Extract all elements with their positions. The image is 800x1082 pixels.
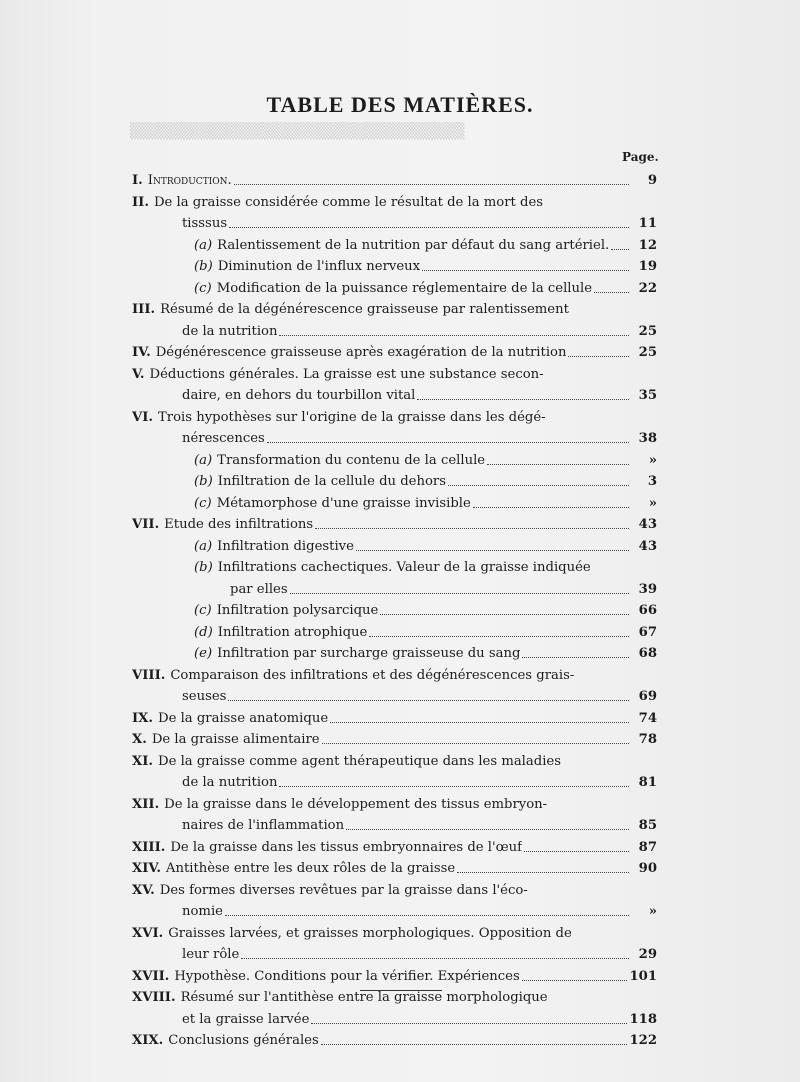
toc-entry-label [182,944,239,966]
toc-entry-text: Conclusions générales [168,1033,319,1048]
toc-entry-label [132,192,543,214]
dot-leader [234,184,629,185]
toc-entry-label [182,321,277,343]
toc-entry [132,428,657,450]
toc-entry-label [132,170,232,192]
toc-entry [132,364,657,386]
toc-entry-label [194,450,485,472]
toc-entry [132,342,657,364]
dot-leader [241,958,629,959]
toc-page-number: 74 [638,710,657,726]
toc-entry-label [194,278,592,300]
toc-entry-label [182,213,227,235]
toc-entry-text: Infiltration atrophique [217,624,368,640]
toc-entry-number: III. [132,302,156,317]
toc-entry-text: par elles [230,581,288,597]
table-of-contents [132,170,657,1052]
toc-entry-text: Modification de la puissance réglementaire de la cellule [216,280,593,296]
toc-entry-label [132,794,547,816]
toc-entry [132,751,657,773]
toc-page-number: 19 [638,259,657,274]
dot-leader [422,270,629,271]
toc-entry-number: XVII. [132,968,170,984]
toc-entry [132,278,657,300]
dot-leader [369,636,629,637]
toc-entry-text: nomie [182,904,223,919]
toc-entry [132,880,657,902]
toc-entry-number: XIII. [132,839,166,855]
toc-page-number: 90 [638,861,657,876]
toc-entry-number: (c) [194,280,212,296]
toc-page-number: 25 [638,323,657,339]
toc-entry-text: leur rôle [182,947,240,962]
dot-leader [279,335,629,336]
toc-entry-text: De la graisse dans les tissus embryonnaires de l'œuf [170,839,523,855]
toc-page-number: 66 [638,603,657,618]
toc-entry-text: Comparaison des infiltrations et des dégénérescences grais- [170,667,575,683]
toc-entry-number: XI. [132,753,153,769]
toc-entry-label [182,815,344,837]
toc-entry [132,170,657,192]
toc-entry-label [132,987,548,1009]
toc-entry-label [132,751,561,773]
toc-entry-number: VIII. [132,667,166,683]
page-column-header: Page. [622,150,659,164]
toc-page-number: 78 [638,732,657,747]
toc-entry-text: Métamorphose d'une graisse invisible [216,495,471,511]
toc-entry-label [230,579,288,601]
toc-entry-number: V. [132,366,145,382]
toc-entry [132,686,657,708]
toc-entry [132,385,657,407]
toc-page-number: 39 [638,581,657,597]
toc-entry-number: X. [132,732,147,747]
toc-entry-label [182,686,226,708]
toc-entry-label [132,858,455,880]
toc-entry-label [132,1030,319,1052]
page-title: TABLE DES MATIÈRES. [266,92,534,117]
toc-entry-label [194,622,367,644]
toc-entry-text: Infiltration polysarcique [216,603,379,618]
toc-entry-text: Introduction. [147,173,232,188]
toc-entry-label [182,385,415,407]
toc-entry-text: Infiltrations cachectiques. Valeur de la graisse indiquée [217,560,591,575]
toc-entry-text: de la nutrition [182,323,278,339]
toc-entry [132,256,657,278]
toc-page-number: 67 [638,624,657,640]
toc-entry-label [132,407,546,429]
toc-entry [132,729,657,751]
toc-page-number: 38 [638,431,657,446]
toc-page-number: » [648,904,657,919]
dot-leader [417,399,629,400]
toc-entry-text: Hypothèse. Conditions pour la vérifier. Expériences [174,968,520,984]
dot-leader [279,786,629,787]
toc-entry-text: Des formes diverses revêtues par la graisse dans l'éco- [159,882,528,898]
dot-leader [522,980,628,981]
dot-leader [487,464,629,465]
toc-page-number: 101 [629,968,657,984]
toc-entry [132,557,657,579]
dot-leader [524,851,629,852]
toc-entry-label [194,256,420,278]
toc-entry-number: IX. [132,710,153,726]
dot-leader [380,614,629,615]
toc-entry-text: Résumé de la dégénérescence graisseuse par ralentissement [160,302,569,317]
toc-entry-text: daire, en dehors du tourbillon vital [182,388,416,403]
toc-entry-number: (b) [194,560,213,575]
toc-entry-text: Ralentissement de la nutrition par défaut du sang artériel. [217,237,610,253]
toc-page-number: 9 [647,173,657,188]
toc-entry-label [132,299,569,321]
toc-entry-label [132,837,522,859]
toc-entry [132,235,657,257]
dot-leader [315,528,629,529]
toc-page-number: 81 [638,775,657,790]
toc-entry-number: (c) [194,603,212,618]
toc-entry-number: XV. [132,882,155,898]
toc-page-number: 11 [638,216,657,231]
toc-entry [132,858,657,880]
toc-entry-text: de la nutrition [182,775,278,790]
toc-entry-text: Infiltration de la cellule du dehors [217,474,446,489]
dot-leader [229,227,629,228]
toc-entry-number: XII. [132,796,160,812]
toc-entry-number: (b) [194,259,213,274]
toc-page-number: 43 [638,517,657,532]
toc-entry-number: IV. [132,345,151,360]
toc-page-number: » [648,452,657,468]
toc-entry-number: XVIII. [132,990,176,1005]
toc-entry-number: (a) [194,538,213,554]
toc-page-number: 3 [647,474,657,489]
toc-entry-text: De la graisse comme agent thérapeutique dans les maladies [158,753,561,769]
dot-leader [346,829,629,830]
toc-entry-number: (a) [194,452,213,468]
toc-entry-label [132,729,320,751]
toc-entry-text: Etude des infiltrations [164,517,314,532]
toc-entry-label [132,708,328,730]
toc-entry [132,192,657,214]
toc-entry [132,643,657,665]
toc-entry-number: XIV. [132,861,161,876]
toc-entry-label [132,966,520,988]
dot-leader [473,507,629,508]
toc-entry [132,600,657,622]
toc-entry-text: nérescences [182,431,265,446]
dot-leader [611,249,629,250]
toc-entry-label [182,1009,309,1031]
toc-entry-label [132,665,574,687]
toc-page-number: 22 [638,280,657,296]
toc-entry-number: I. [132,173,143,188]
toc-entry-number: (b) [194,474,213,489]
toc-entry [132,901,657,923]
toc-entry-label [194,536,354,558]
toc-entry-label [132,514,313,536]
toc-entry [132,665,657,687]
dot-leader [225,915,629,916]
toc-entry-text: De la graisse considérée comme le résultat de la mort des [153,194,544,210]
toc-entry [132,772,657,794]
bleed-through-text: ▒▒▒▒▒▒▒▒▒▒▒▒▒▒▒▒▒▒▒▒▒▒▒▒▒▒▒▒▒ [130,122,465,140]
toc-entry-text: Graisses larvées, et graisses morphologiques. Opposition de [168,925,572,941]
toc-entry-text: Dégénérescence graisseuse après exagération de la nutrition [155,345,567,360]
dot-leader [522,657,629,658]
toc-entry [132,944,657,966]
toc-entry [132,837,657,859]
toc-entry [132,536,657,558]
toc-page-number: 43 [638,538,657,554]
toc-entry [132,471,657,493]
toc-entry-text: Transformation du contenu de la cellule [217,452,486,468]
toc-entry [132,966,657,988]
toc-entry-label [132,880,528,902]
toc-entry [132,1009,657,1031]
toc-page-number: 68 [638,646,657,661]
toc-page-number: 69 [638,689,657,704]
toc-page-number: 12 [638,237,657,253]
toc-entry-text: seuses [182,689,227,704]
dot-leader [568,356,629,357]
toc-entry-text: Antithèse entre les deux rôles de la graisse [165,861,456,876]
toc-entry-number: (d) [194,624,213,640]
dot-leader [330,722,629,723]
toc-entry-number: VI. [132,409,153,425]
toc-page-number: 85 [638,818,657,833]
dot-leader [457,872,629,873]
dot-leader [321,1044,628,1045]
toc-entry [132,450,657,472]
toc-entry-label [132,364,544,386]
closing-rule [360,990,442,991]
dot-leader [267,442,629,443]
toc-entry-label [194,235,609,257]
toc-entry-label [182,901,223,923]
toc-entry-text: De la graisse anatomique [158,710,329,726]
toc-entry [132,299,657,321]
toc-entry-number: VII. [132,517,160,532]
toc-entry [132,213,657,235]
toc-entry-label [194,643,520,665]
toc-entry-label [182,772,277,794]
toc-entry-label [194,557,591,579]
toc-entry-number: (c) [194,495,212,511]
toc-entry-label [132,342,566,364]
dot-leader [228,700,629,701]
toc-page-number: » [648,495,657,511]
toc-entry [132,794,657,816]
toc-entry-number: (e) [194,646,213,661]
toc-entry [132,1030,657,1052]
toc-entry-text: Diminution de l'influx nerveux [217,259,421,274]
dot-leader [448,485,629,486]
toc-entry-label [194,471,446,493]
toc-entry [132,708,657,730]
toc-entry-text: tisssus [182,216,228,231]
toc-entry-text: Infiltration par surcharge graisseuse du sang [217,646,521,661]
toc-entry-number: XIX. [132,1033,164,1048]
toc-entry-label [182,428,265,450]
toc-entry-number: (a) [194,237,213,253]
dot-leader [290,593,629,594]
toc-page-number: 122 [629,1033,657,1048]
toc-page-number: 29 [638,947,657,962]
toc-entry-text: Déductions générales. La graisse est une substance secon- [149,366,544,382]
toc-entry-number: XVI. [132,925,164,941]
toc-entry-text: naires de l'inflammation [182,818,345,833]
toc-entry-text: Infiltration digestive [217,538,354,554]
toc-entry [132,321,657,343]
toc-entry-text: De la graisse alimentaire [151,732,320,747]
toc-entry-number: II. [132,194,149,210]
toc-entry-label [194,600,378,622]
toc-entry-text: Trois hypothèses sur l'origine de la graisse dans les dégé- [158,409,546,425]
toc-entry-text: Résumé sur l'antithèse entre la graisse morphologique [180,990,548,1005]
toc-entry [132,493,657,515]
toc-page-number: 118 [629,1011,657,1027]
dot-leader [594,292,629,293]
dot-leader [356,550,629,551]
toc-entry [132,407,657,429]
toc-page-number: 35 [638,388,657,403]
toc-entry-label [132,923,572,945]
dot-leader [322,743,629,744]
dot-leader [311,1023,627,1024]
toc-entry-label [194,493,471,515]
toc-entry [132,923,657,945]
toc-entry [132,622,657,644]
toc-entry-text: et la graisse larvée [182,1011,310,1027]
toc-page-number: 87 [638,839,657,855]
toc-entry-text: De la graisse dans le développement des tissus embryon- [164,796,548,812]
toc-entry [132,579,657,601]
toc-entry [132,815,657,837]
toc-page-number: 25 [638,345,657,360]
toc-entry [132,514,657,536]
